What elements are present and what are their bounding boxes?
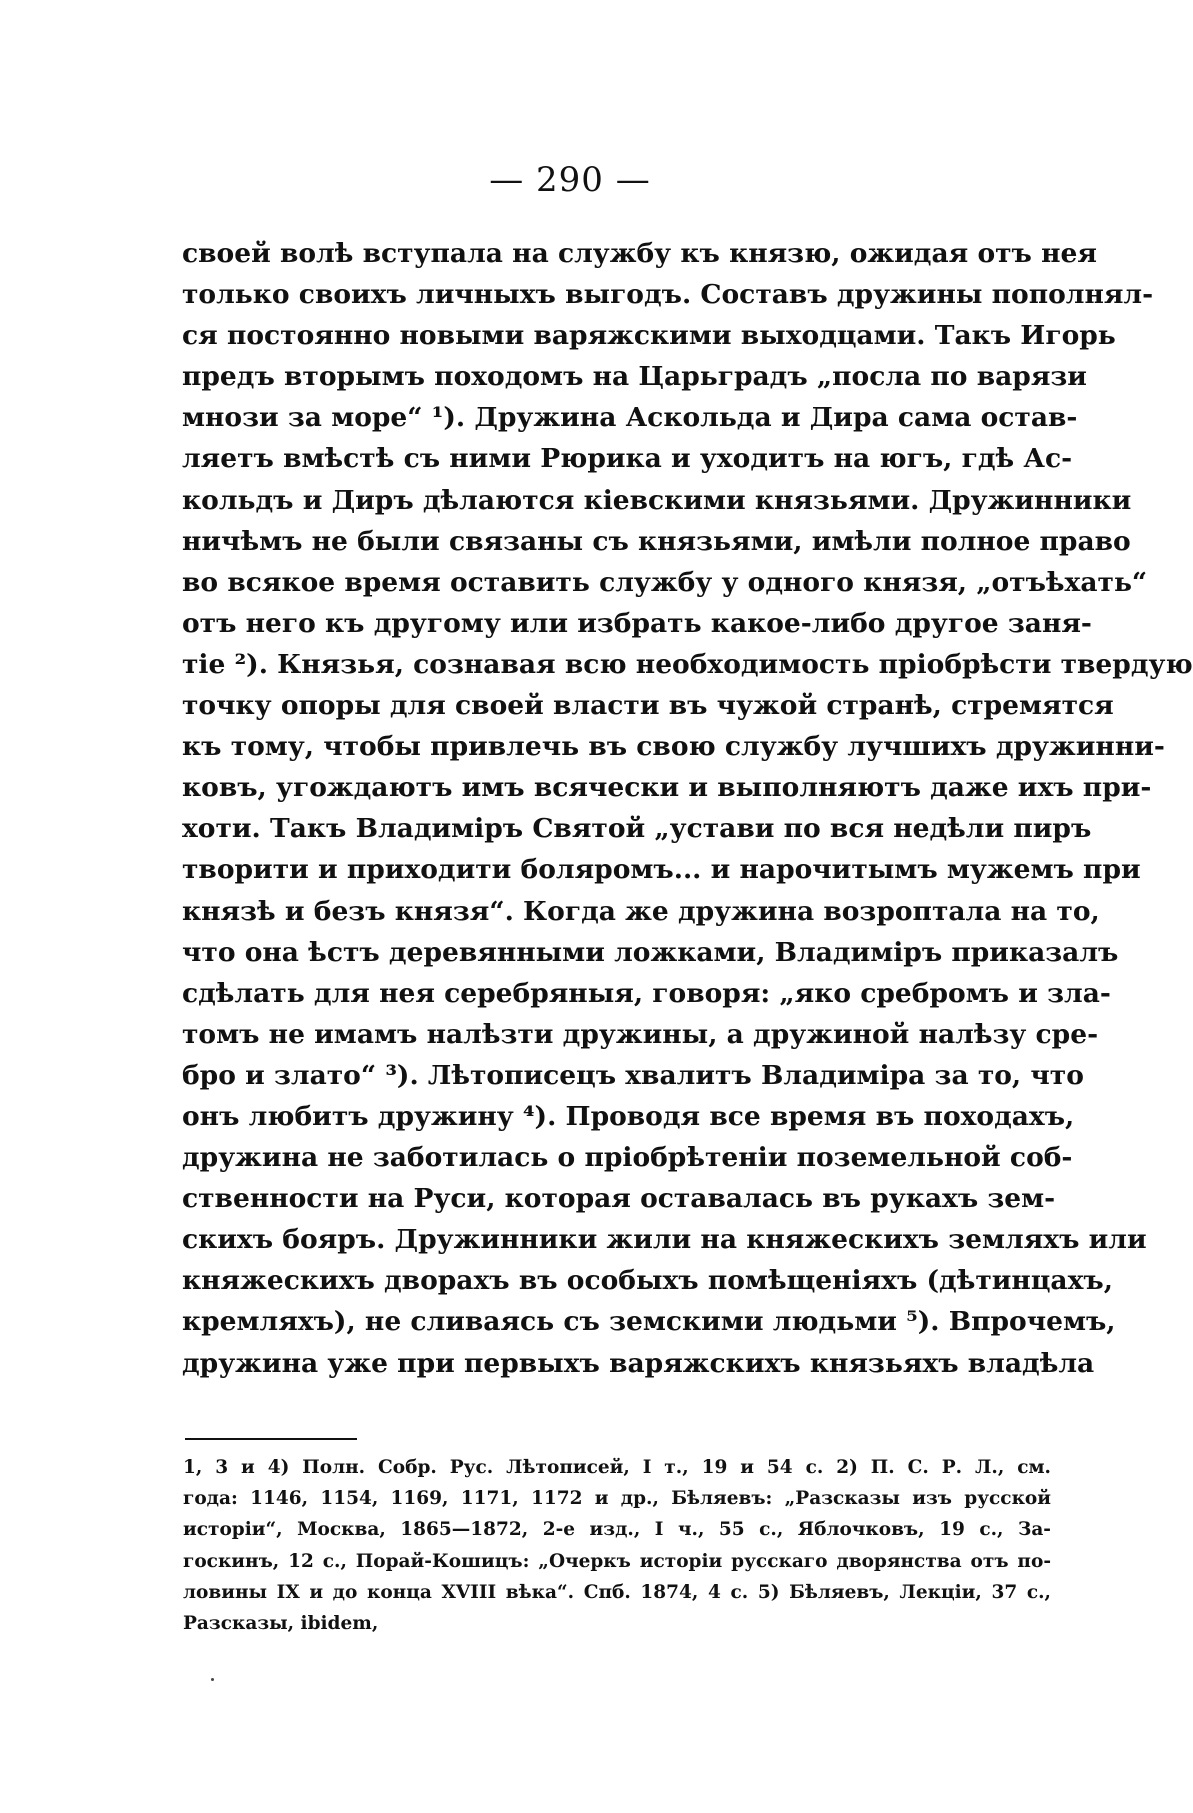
text-line: бро и злато“ ³). Лѣтописецъ хвалитъ Владиміра за то, что bbox=[182, 1059, 1084, 1091]
text-line: скихъ бояръ. Дружинники жили на княжескихъ земляхъ или bbox=[182, 1224, 1147, 1256]
print-speck bbox=[211, 1678, 214, 1681]
text-line: что она ѣстъ деревянными ложками, Владиміръ приказалъ bbox=[182, 936, 1119, 968]
footnote-line: года: 1146, 1154, 1169, 1171, 1172 и др., Бѣляевъ: „Разсказы изъ русской bbox=[183, 1488, 1051, 1510]
footnotes bbox=[183, 1452, 1051, 1639]
text-line: кольдъ и Диръ дѣлаются кіевскими князьями. Дружинники bbox=[182, 484, 1132, 516]
text-line: онъ любитъ дружину ⁴). Проводя все время въ походахъ, bbox=[182, 1100, 1075, 1132]
text-line: дружина уже при первыхъ варяжскихъ князьяхъ владѣла bbox=[182, 1347, 1095, 1379]
text-line: тіе ²). Князья, сознавая всю необходимость пріобрѣсти твердую bbox=[182, 648, 1193, 680]
text-line: ковъ, угождаютъ имъ всячески и выполняютъ даже ихъ при- bbox=[182, 772, 1152, 804]
text-line: только своихъ личныхъ выгодъ. Составъ дружины пополнял- bbox=[182, 279, 1154, 311]
text-line: точку опоры для своей власти въ чужой странѣ, стремятся bbox=[182, 690, 1114, 722]
footnote-line: ловины IX и до конца XVIII вѣка“. Спб. 1874, 4 с. 5) Бѣляевъ, Лекціи, 37 с., bbox=[183, 1581, 1051, 1603]
text-line: ничѣмъ не были связаны съ князьями, имѣли полное право bbox=[182, 525, 1131, 557]
text-line: отъ него къ другому или избрать какое-либо другое заня- bbox=[182, 607, 1092, 639]
text-line: томъ не имамъ налѣзти дружины, а дружиной налѣзу сре- bbox=[182, 1018, 1099, 1050]
main-text bbox=[182, 233, 1193, 1384]
text-line: своей волѣ вступала на службу къ князю, ожидая отъ нея bbox=[182, 238, 1097, 269]
text-line: сдѣлать для нея серебряныя, говоря: „яко сребромъ и зла- bbox=[182, 977, 1111, 1009]
footnote-line: 1, 3 и 4) Полн. Собр. Рус. Лѣтописей, I т., 19 и 54 с. 2) П. С. Р. Л., см. bbox=[183, 1457, 1051, 1478]
footnote-line: Разсказы, ibidem, bbox=[183, 1612, 379, 1634]
footnote-line: исторіи“, Москва, 1865—1872, 2-е изд., I ч., 55 с., Яблочковъ, 19 с., За- bbox=[183, 1519, 1051, 1541]
text-line: ляетъ вмѣстѣ съ ними Рюрика и уходитъ на югъ, гдѣ Ас- bbox=[182, 443, 1073, 475]
page-number: — 290 — bbox=[489, 160, 651, 200]
text-line: ся постоянно новыми варяжскими выходцами. Такъ Игорь bbox=[182, 320, 1116, 352]
footnote-divider bbox=[185, 1438, 357, 1440]
text-line: творити и приходити боляромъ... и нарочитымъ мужемъ при bbox=[182, 854, 1141, 886]
text-line: предъ вторымъ походомъ на Царьградъ „посла по варязи bbox=[182, 361, 1087, 393]
text-line: къ тому, чтобы привлечь въ свою службу лучшихъ дружинни- bbox=[182, 731, 1165, 763]
text-line: дружина не заботилась о пріобрѣтеніи поземельной соб- bbox=[182, 1142, 1073, 1174]
text-line: во всякое время оставить службу у одного князя, „отъѣхать“ bbox=[182, 566, 1148, 598]
text-line: мнози за море“ ¹). Дружина Аскольда и Дира сама остав- bbox=[182, 402, 1078, 434]
text-line: кремляхъ), не сливаясь съ земскими людьми ⁵). Впрочемъ, bbox=[182, 1306, 1116, 1338]
text-line: князѣ и безъ князя“. Когда же дружина возроптала на то, bbox=[182, 895, 1100, 927]
text-line: княжескихъ дворахъ въ особыхъ помѣщеніяхъ (дѣтинцахъ, bbox=[182, 1265, 1113, 1297]
text-line: хоти. Такъ Владиміръ Святой „устави по вся недѣли пиръ bbox=[182, 813, 1092, 845]
text-line: ственности на Руси, которая оставалась въ рукахъ зем- bbox=[182, 1183, 1056, 1215]
footnote-line: госкинъ, 12 с., Порай-Кошицъ: „Очеркъ исторіи русскаго дворянства отъ по- bbox=[183, 1550, 1051, 1572]
